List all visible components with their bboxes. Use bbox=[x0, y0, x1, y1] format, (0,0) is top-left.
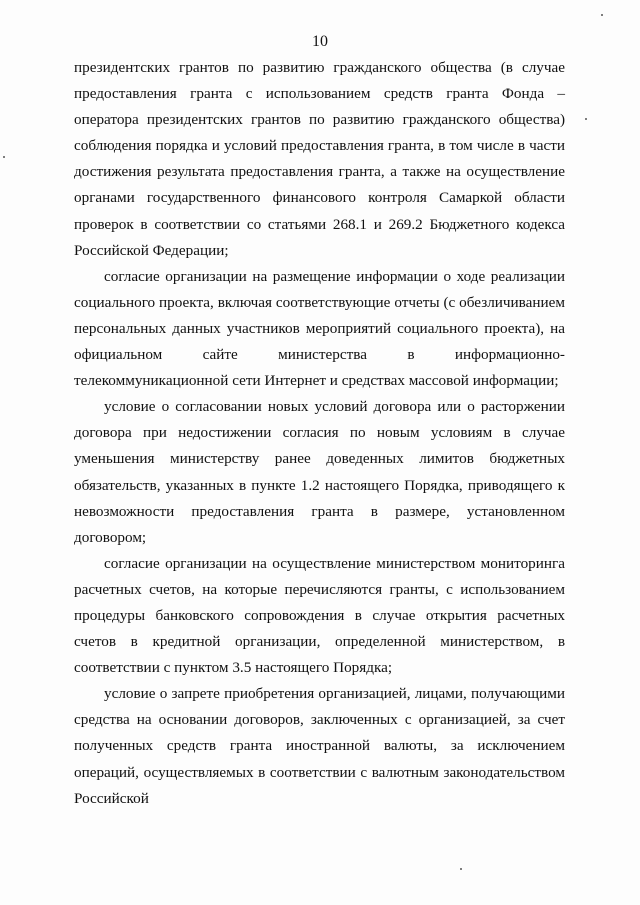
scan-speck bbox=[3, 156, 5, 158]
scan-speck bbox=[601, 14, 603, 16]
paragraph-continuation: президентских грантов по развитию гражданского общества (в случае предоставления гранта с использованием средств гранта Фонда – оператора президентских грантов по развитию гражданского общества) соблюдения порядка и условий предоставления гранта, в том числе в части достижения результата предоставления гранта, а также на осуществление органами государственного финансового контроля Самаркой области проверок в соответствии со статьями 268.1 и 269.2 Бюджетного кодекса Российской Федерации; bbox=[74, 59, 565, 259]
paragraph-consent-publication: согласие организации на размещение информации о ходе реализации социального проекта, включая соответствующие отчеты (с обезличиванием персональных данных участников мероприятий социального проекта), на официальном сайте министерства в информационно-телекоммуникационной сети Интернет и средствах массовой информации; bbox=[74, 267, 565, 390]
page-number: 10 bbox=[312, 33, 328, 50]
scan-speck bbox=[460, 868, 462, 870]
paragraph-account-monitoring: согласие организации на осуществление министерством мониторинга расчетных счетов, на которые перечисляются гранты, с использованием процедуры банковского сопровождения в случае открытия расчетных счетов в кредитной организации, определенной министерством, в соответствии с пунктом 3.5 настоящего Порядка; bbox=[74, 554, 565, 677]
scan-speck bbox=[585, 118, 587, 120]
paragraph-contract-conditions: условие о согласовании новых условий договора или о расторжении договора при недостижении согласия по новым условиям в случае уменьшения министерству ранее доведенных лимитов бюджетных обязательств, указанных в пункте 1.2 настоящего Порядка, приводящего к невозможности предоставления гранта в размере, установленном договором; bbox=[74, 398, 565, 546]
document-body bbox=[74, 55, 565, 812]
paragraph-currency-prohibition: условие о запрете приобретения организацией, лицами, получающими средства на основании договоров, заключенных с организацией, за счет полученных средств гранта иностранной валюты, за исключением операций, осуществляемых в соответствии с валютным законодательством Российской bbox=[74, 685, 565, 807]
